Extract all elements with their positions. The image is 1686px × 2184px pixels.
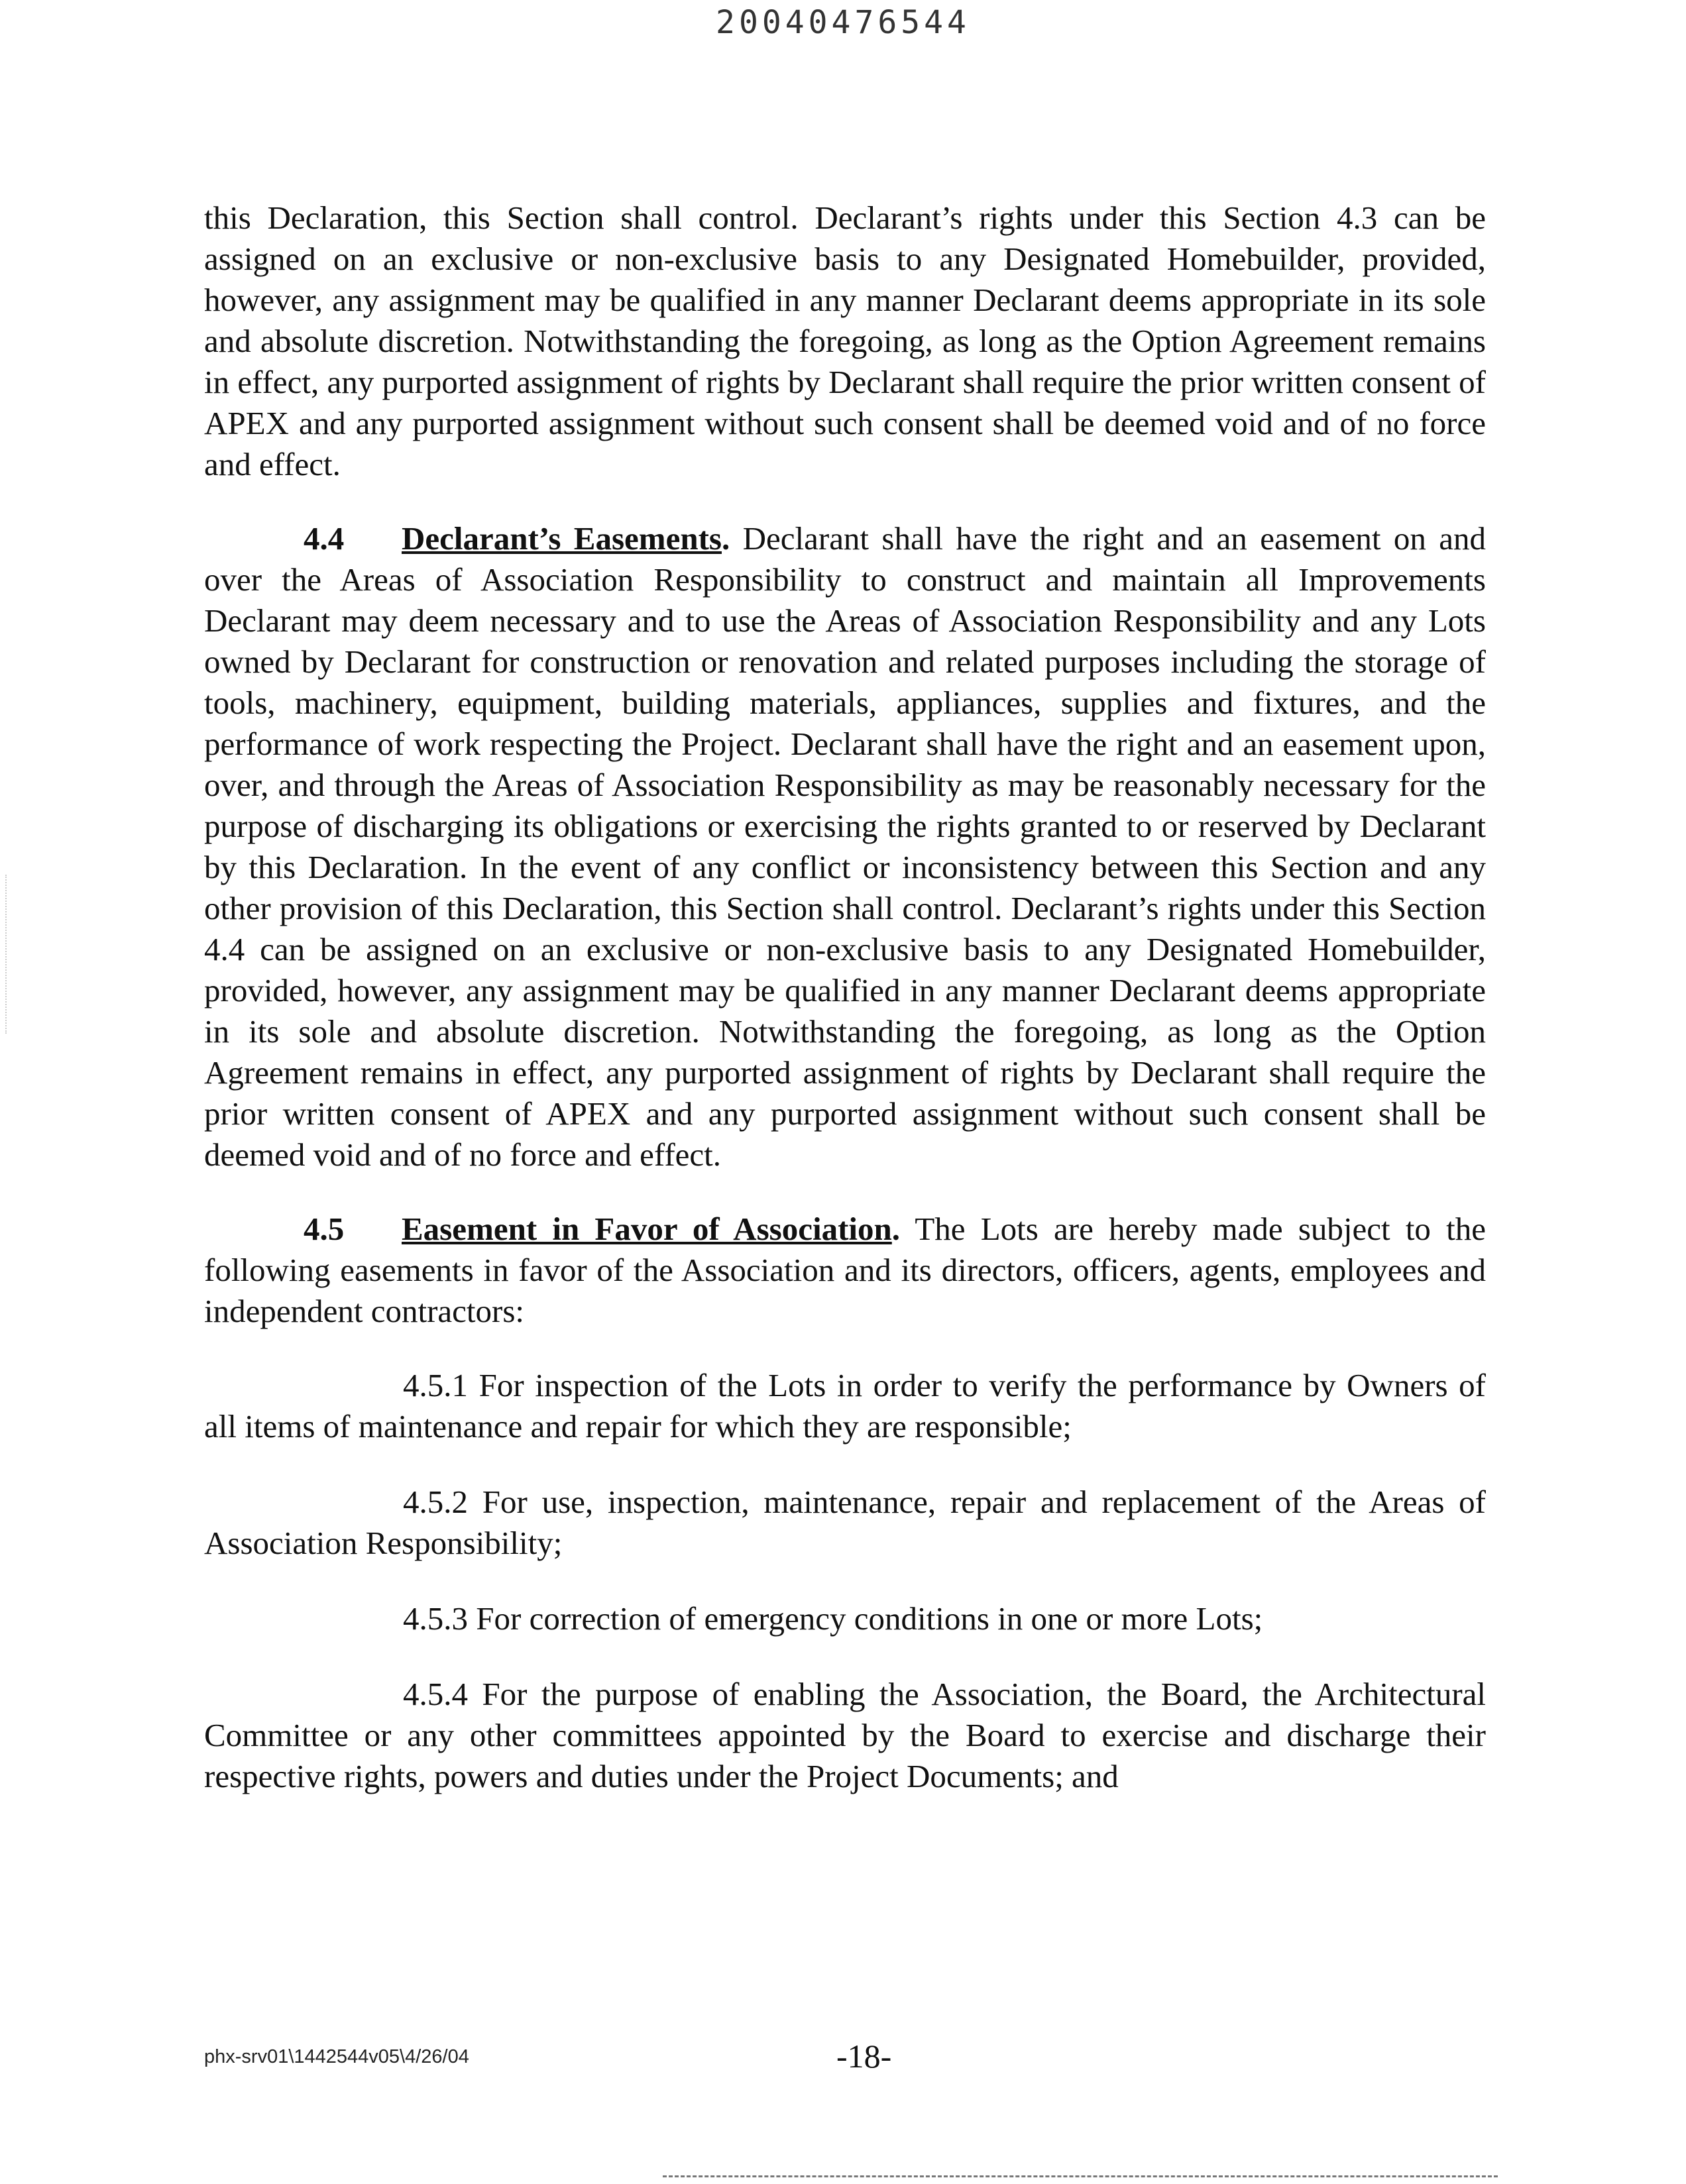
section-title: Easement in Favor of Association <box>402 1211 892 1247</box>
section-number: 4.5 <box>304 1211 345 1247</box>
document-body <box>204 197 1486 1831</box>
subsection-number: 4.5.4 <box>403 1676 468 1712</box>
continuation-paragraph: this Declaration, this Section shall control. Declarant’s rights under this Section 4.3 can be assigned on an exclusive or non-exclusive basis to any Designated Homebuilder, provided, however, any assignment may be qualified in any manner Declarant deems appropriate in its sole and absolute discretion. Notwithstanding the foregoing, as long as the Option Agreement remains in effect, any purported assignment of rights by Declarant shall require the prior written consent of APEX and any purported assignment without such consent shall be deemed void and of no force and effect. <box>204 199 1486 482</box>
subsection-4-5-2 <box>204 1482 1486 1564</box>
scan-margin-marks <box>5 875 8 1034</box>
subsection-4-5-3 <box>204 1598 1486 1639</box>
subsection-number: 4.5.2 <box>403 1484 468 1520</box>
subsection-number: 4.5.3 <box>403 1600 468 1637</box>
subsection-4-5-4 <box>204 1674 1486 1797</box>
subsection-text: For the purpose of enabling the Association, the Board, the Architectural Committee or any other committees appointed by the Board to exercise and discharge their respective rights, powers and duties under the Project Documents; and <box>204 1676 1486 1794</box>
document-id: phx-srv01\1442544v05\4/26/04 <box>204 2046 469 2067</box>
bottom-rule <box>663 2175 1498 2177</box>
subsection-text: For correction of emergency conditions in one or more Lots; <box>476 1600 1263 1637</box>
section-title: Declarant’s Easements <box>402 520 722 557</box>
section-text: Declarant shall have the right and an easement on and over the Areas of Association Responsibility to construct and maintain all Improvements Declarant may deem necessary and to use the Areas of Association Responsibility and any Lots owned by Declarant for construction or renovation and related purposes including the storage of tools, machinery, equipment, building materials, appliances, supplies and fixtures, and the performance of work respecting the Project. Declarant shall have the right and an easement upon, over, and through the Areas of Association Responsibility as may be reasonably necessary for the purpose of discharging its obligations or exercising the rights granted to or reserved by Declarant by this Declaration. In the event of any conflict or inconsistency between this Section and any other provision of this Declaration, this Section shall control. Declarant’s rights under this Section 4.4 can be assigned on an exclusive or non-exclusive basis to any Designated Homebuilder, provided, however, any assignment may be qualified in any manner Declarant deems appropriate in its sole and absolute discretion. Notwithstanding the foregoing, as long as the Option Agreement remains in effect, any purported assignment of rights by Declarant shall require the prior written consent of APEX and any purported assignment without such consent shall be deemed void and of no force and effect. <box>204 520 1487 1173</box>
section-number: 4.4 <box>304 520 345 557</box>
recording-number: 20040476544 <box>716 4 970 41</box>
section-4-5: 4.5 Easement in Favor of Association. The Lots are hereby made subject to the following easements in favor of the Association and its directors, officers, agents, employees and independent contractors: <box>204 1209 1486 1332</box>
subsection-number: 4.5.1 <box>403 1367 468 1403</box>
subsection-text: For use, inspection, maintenance, repair and replacement of the Areas of Association Responsibility; <box>204 1484 1486 1561</box>
subsection-4-5-1 <box>204 1365 1486 1447</box>
section-text: The Lots are hereby made subject to the following easements in favor of the Association and its directors, officers, agents, employees and independent contractors: <box>204 1211 1486 1329</box>
page-number: -18- <box>836 2038 892 2075</box>
section-4-4: 4.4 Declarant’s Easements. Declarant shall have the right and an easement on and over the Areas of Association Responsibility to construct and maintain all Improvements Declarant may deem necessary and to use the Areas of Association Responsibility and any Lots owned by Declarant for construction or renovation and related purposes including the storage of tools, machinery, equipment, building materials, appliances, supplies and fixtures, and the performance of work respecting the Project. Declarant shall have the right and an easement upon, over, and through the Areas of Association Responsibility as may be reasonably necessary for the purpose of discharging its obligations or exercising the rights granted to or reserved by Declarant by this Declaration. In the event of any conflict or inconsistency between this Section and any other provision of this Declaration, this Section shall control. Declarant’s rights under this Section 4.4 can be assigned on an exclusive or non-exclusive basis to any Designated Homebuilder, provided, however, any assignment may be qualified in any manner Declarant deems appropriate in its sole and absolute discretion. Notwithstanding the foregoing, as long as the Option Agreement remains in effect, any purported assignment of rights by Declarant shall require the prior written consent of APEX and any purported assignment without such consent shall be deemed void and of no force and effect. <box>204 518 1486 1175</box>
subsection-text: For inspection of the Lots in order to verify the performance by Owners of all items of maintenance and repair for which they are responsible; <box>204 1367 1486 1445</box>
